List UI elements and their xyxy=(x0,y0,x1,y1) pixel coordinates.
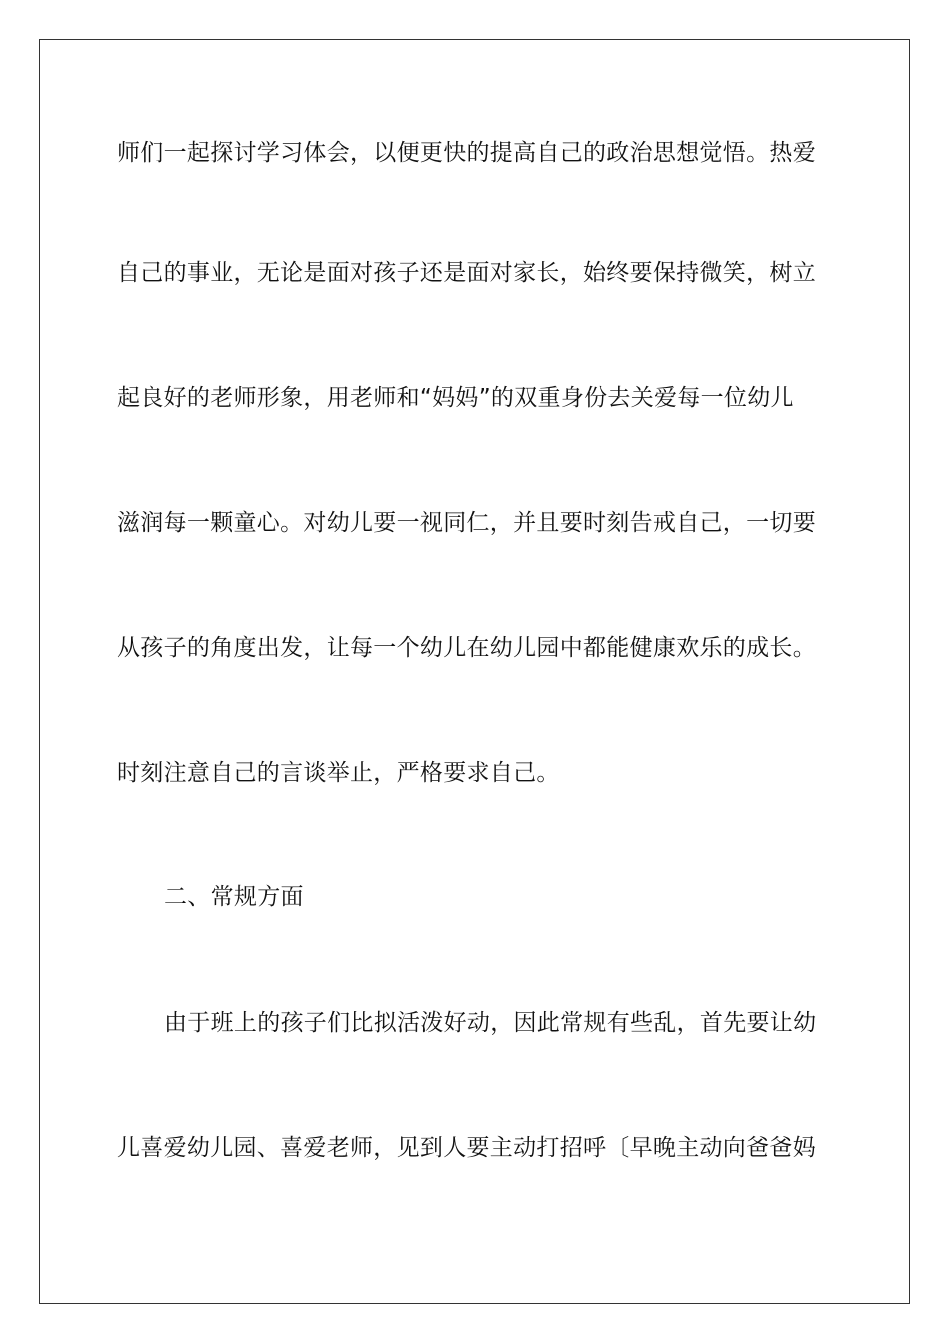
paragraph-line: 从孩子的角度出发，让每一个幼儿在幼儿园中都能健康欢乐的成长。 xyxy=(117,635,816,661)
page-frame xyxy=(39,39,910,1304)
paragraph-line: 起良好的老师形象，用老师和“妈妈”的双重身份去关爱每一位幼儿 xyxy=(117,385,794,411)
paragraph-line: 滋润每一颗童心。对幼儿要一视同仁，并且要时刻告戒自己，一切要 xyxy=(117,510,816,536)
paragraph-line: 时刻注意自己的言谈举止，严格要求自己。 xyxy=(117,760,560,786)
paragraph-line: 师们一起探讨学习体会，以便更快的提高自己的政治思想觉悟。热爱 xyxy=(117,140,816,166)
paragraph-line: 由于班上的孩子们比拟活泼好动，因此常规有些乱，首先要让幼 xyxy=(164,1010,817,1036)
section-heading: 二、常规方面 xyxy=(164,884,304,910)
paragraph-line: 自己的事业，无论是面对孩子还是面对家长，始终要保持微笑，树立 xyxy=(117,260,816,286)
paragraph-line: 儿喜爱幼儿园、喜爱老师，见到人要主动打招呼〔早晚主动向爸爸妈 xyxy=(117,1135,816,1161)
